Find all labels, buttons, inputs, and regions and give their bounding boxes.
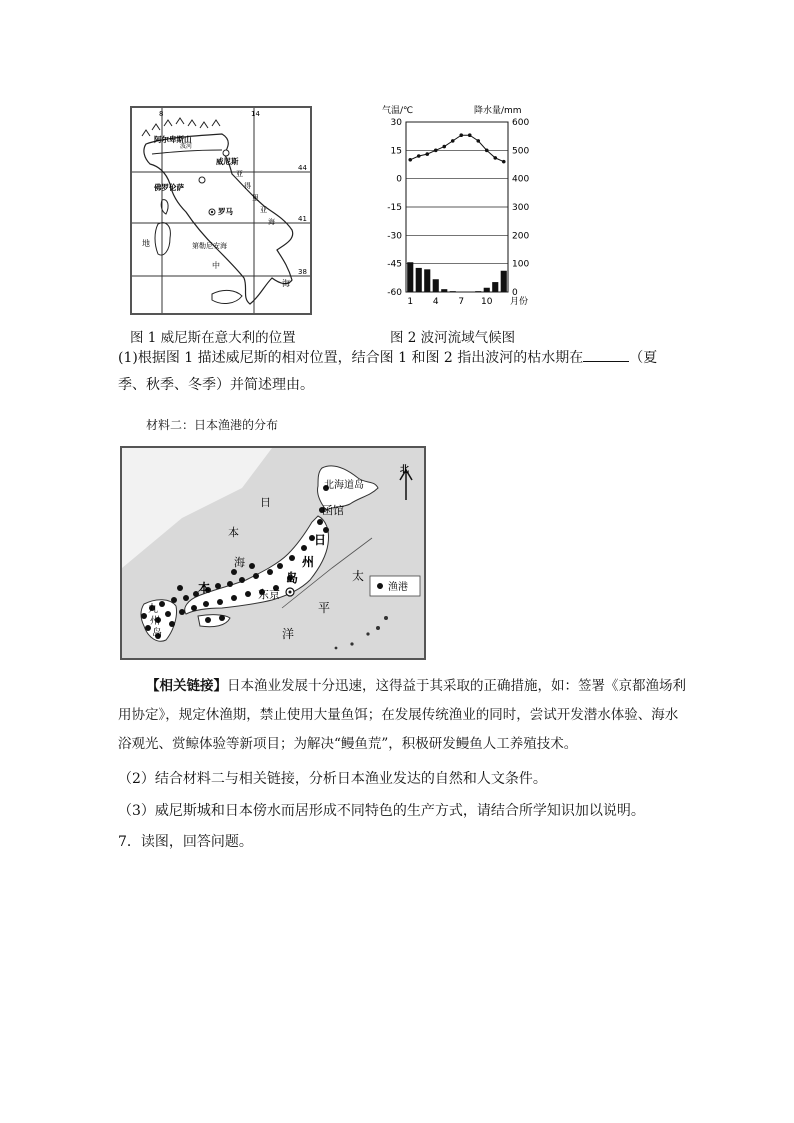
precipitation-bar	[450, 291, 456, 292]
florence-label: 佛罗伦萨	[154, 183, 184, 192]
precipitation-bar	[416, 268, 422, 292]
pacific-char-ping: 平	[318, 601, 331, 615]
hokkaido-label: 北海道岛	[324, 480, 364, 491]
kyushu-char-dao: 岛	[152, 628, 162, 639]
x-tick-label: 4	[432, 297, 439, 307]
related-link-paragraph	[118, 672, 690, 759]
lat-38-label: 38	[298, 268, 307, 276]
pacific-char-tai: 太	[352, 569, 365, 583]
temperature-point	[493, 156, 497, 160]
precipitation-bar	[484, 288, 490, 292]
legend-port-label: 渔港	[388, 582, 408, 593]
adriatic-char-4: 亚	[260, 206, 267, 214]
precipitation-bar	[475, 291, 481, 292]
sea-of-japan-char-1: 日	[260, 496, 271, 509]
x-tick-label: 1	[407, 297, 414, 307]
lat-41-label: 41	[298, 215, 307, 223]
x-tick-label: 7	[458, 297, 465, 307]
temperature-point	[434, 149, 438, 153]
honshu-char-ri: 日	[314, 533, 327, 547]
venice-label: 威尼斯	[216, 157, 239, 166]
temperature-point	[417, 154, 421, 158]
x-tick-label: 10	[481, 297, 493, 307]
question-1-answer-blank[interactable]	[583, 346, 629, 362]
lat-44-label: 44	[298, 164, 307, 172]
precipitation-bar	[424, 269, 430, 292]
hakodate-label: 函馆	[322, 504, 344, 517]
tokyo-label: 东京	[258, 588, 280, 601]
tyrrhenian-label: 第勒尼安海	[192, 242, 227, 250]
precipitation-bar	[501, 271, 507, 292]
y-right-tick-label: 500	[512, 146, 530, 157]
question-1-text-after: （夏季、秋季、冬季）并简述理由。	[118, 350, 658, 393]
legend-port-symbol	[377, 583, 383, 589]
honshu-char-ben: 本	[198, 581, 211, 595]
alps-label: 阿尔卑斯山	[154, 135, 192, 144]
temperature-point	[485, 149, 489, 153]
y-left-tick-label: -45	[387, 259, 402, 270]
precipitation-bar	[441, 289, 447, 292]
temperature-point	[476, 139, 480, 143]
y-left-axis-label: 气温/℃	[382, 106, 414, 116]
question-7: 7．读图，回答问题。	[118, 834, 253, 850]
precipitation-bar	[407, 262, 413, 292]
japan-fishing-port-map	[120, 446, 426, 660]
temperature-point	[502, 160, 506, 164]
temperature-point	[451, 139, 455, 143]
po-river-label: 波河	[180, 143, 193, 150]
precipitation-bar	[433, 279, 439, 292]
material-2-title: 材料二：日本渔港的分布	[146, 418, 279, 432]
y-right-tick-label: 100	[512, 259, 530, 270]
related-link-label: 【相关链接】	[146, 678, 227, 694]
question-1-text-before: (1)根据图 1 描述威尼斯的相对位置，结合图 1 和图 2 指出波河的枯水期在	[118, 350, 584, 366]
temperature-point	[408, 158, 412, 162]
mediterranean-char-di: 地	[142, 239, 150, 248]
y-right-tick-label: 400	[512, 174, 530, 185]
y-right-tick-label: 0	[512, 288, 518, 298]
y-right-axis-label: 降水量/mm	[474, 106, 522, 116]
adriatic-char-3: 里	[252, 194, 259, 202]
temperature-point	[442, 145, 446, 149]
question-3: （3）威尼斯城和日本傍水而居形成不同特色的生产方式，请结合所学知识加以说明。	[118, 803, 645, 819]
figure2-climate-chart	[370, 100, 550, 315]
mediterranean-char-hai: 海	[282, 279, 290, 288]
adriatic-char-1: 亚	[236, 170, 243, 178]
adriatic-char-5: 海	[268, 218, 275, 226]
temperature-point	[459, 133, 463, 137]
y-right-tick-label: 300	[512, 203, 530, 213]
y-right-tick-label: 200	[512, 231, 530, 242]
question-1	[118, 345, 678, 399]
y-left-tick-label: 15	[390, 146, 402, 157]
y-left-tick-label: -60	[387, 288, 402, 298]
pacific-char-yang: 洋	[282, 627, 295, 641]
related-link-text: 日本渔业发展十分迅速，这得益于其采取的正确措施，如：签署《京都渔场利用协定》，规定休渔期，禁止使用大量鱼饵；在发展传统渔业的同时，尝试开发潜水体验、海水浴观光、赏鲸体验等新项目；为解决“鳗鱼荒”，积极研发鳗鱼人工养殖技术。	[118, 678, 686, 752]
north-label: 北	[400, 465, 410, 475]
temperature-point	[468, 133, 472, 137]
figure2-caption: 图 2 波河流域气候图	[390, 330, 516, 346]
rome-label: 罗马	[218, 207, 233, 216]
kyushu-char-zhou: 州	[150, 616, 160, 627]
lon-8-label: 8	[159, 110, 164, 118]
x-axis-label: 月份	[510, 297, 529, 307]
venice-marker	[223, 150, 229, 156]
climate-chart-svg	[370, 100, 550, 315]
temperature-line	[410, 135, 504, 161]
y-right-tick-label: 600	[512, 118, 530, 128]
figure1-caption: 图 1 威尼斯在意大利的位置	[130, 330, 296, 346]
florence-marker	[199, 177, 205, 183]
figure1-italy-map	[130, 106, 312, 315]
mediterranean-char-zhong: 中	[212, 261, 220, 270]
sea-of-japan-char-2: 本	[228, 526, 239, 539]
honshu-char-dao: 岛	[286, 571, 299, 585]
y-left-tick-label: -15	[387, 203, 402, 213]
question-2: （2）结合材料二与相关链接，分析日本渔业发达的自然和人文条件。	[118, 771, 547, 787]
sea-of-japan-char-3: 海	[234, 556, 245, 569]
temperature-point	[425, 152, 429, 156]
y-left-tick-label: -30	[387, 231, 402, 242]
lon-14-label: 14	[251, 110, 260, 118]
italy-map-svg	[132, 108, 310, 313]
y-left-tick-label: 30	[390, 118, 402, 128]
y-left-tick-label: 0	[396, 174, 402, 185]
kyushu-char-jiu: 九	[148, 604, 158, 615]
japan-map-svg	[122, 448, 424, 658]
honshu-char-zhou: 州	[302, 555, 315, 569]
adriatic-char-2: 得	[244, 182, 251, 190]
precipitation-bar	[492, 282, 498, 292]
